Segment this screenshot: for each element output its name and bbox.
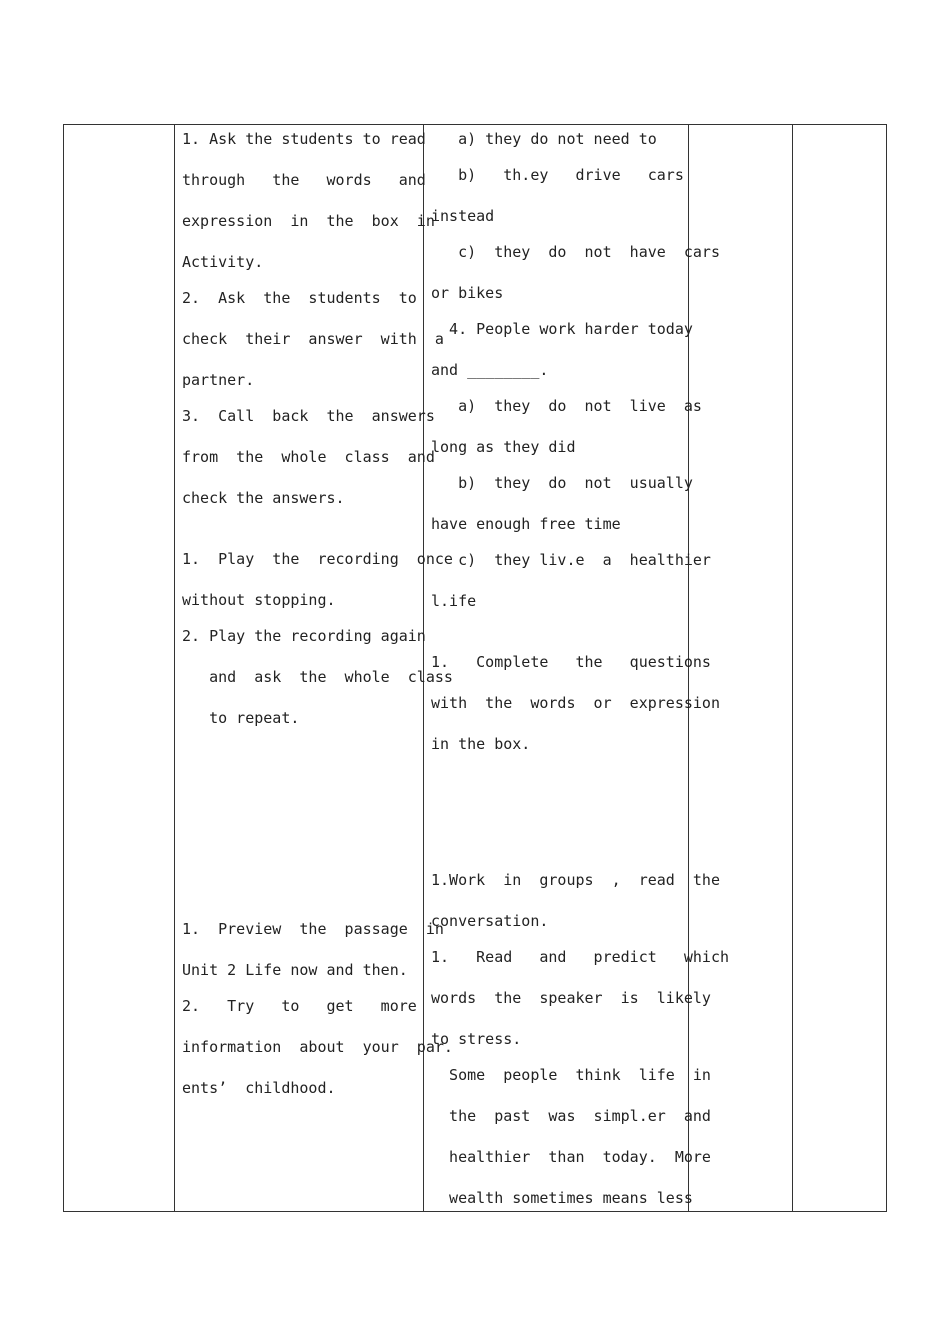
- student-line: long as they did: [431, 438, 576, 456]
- teacher-line: expression in the box in: [182, 212, 435, 230]
- teacher-line: without stopping.: [182, 591, 336, 609]
- stage-column: [64, 125, 174, 1211]
- teacher-line: Unit 2 Life now and then.: [182, 961, 408, 979]
- teacher-line: 1. Play the recording once: [182, 550, 453, 568]
- student-line: a) they do not live as: [431, 397, 702, 415]
- teacher-line: 3. Call back the answers: [182, 407, 435, 425]
- student-line: with the words or expression: [431, 694, 720, 712]
- student-line: l.ife: [431, 592, 477, 610]
- teacher-line: information about your par.: [182, 1038, 453, 1056]
- student-line: b) th.ey drive cars: [431, 166, 684, 184]
- student-line: 1. Read and predict which: [431, 948, 730, 966]
- student-line: wealth sometimes means less: [431, 1189, 693, 1207]
- teacher-line: partner.: [182, 371, 255, 389]
- teacher-line: from the whole class and: [182, 448, 435, 466]
- student-activity-column: [423, 125, 730, 1211]
- student-line: Some people think life in: [431, 1066, 711, 1084]
- teacher-line: ents’ childhood.: [182, 1079, 336, 1097]
- notes-column: [792, 125, 886, 1211]
- student-line: 4. People work harder today: [431, 320, 693, 338]
- teacher-line: 2. Play the recording again: [182, 627, 426, 645]
- purpose-column: [688, 125, 792, 1211]
- student-line: in the box.: [431, 735, 531, 753]
- student-line: 1. Complete the questions: [431, 653, 711, 671]
- student-line: healthier than today. More: [431, 1148, 711, 1166]
- student-line: and ________.: [431, 361, 549, 379]
- teacher-line: 2. Try to get more: [182, 997, 417, 1015]
- teacher-line: 1. Preview the passage in: [182, 920, 444, 938]
- teacher-line: Activity.: [182, 253, 264, 271]
- student-line: words the speaker is likely: [431, 989, 711, 1007]
- student-line: have enough free time: [431, 515, 621, 533]
- teacher-line: and ask the whole class: [182, 668, 453, 686]
- teacher-line: through the words and: [182, 171, 426, 189]
- student-line: c) they liv.e a healthier: [431, 551, 711, 569]
- student-line: conversation.: [431, 912, 549, 930]
- student-line: or bikes: [431, 284, 504, 302]
- student-line: a) they do not need to: [431, 130, 657, 148]
- student-line: the past was simpl.er and: [431, 1107, 711, 1125]
- student-line: instead: [431, 207, 495, 225]
- student-line: b) they do not usually: [431, 474, 693, 492]
- student-line: 1.Work in groups , read the: [431, 871, 720, 889]
- lesson-plan-table: [63, 124, 887, 1212]
- teacher-line: check their answer with a: [182, 330, 444, 348]
- teacher-line: 2. Ask the students to: [182, 289, 417, 307]
- student-line: c) they do not have cars: [431, 243, 720, 261]
- teacher-line: 1. Ask the students to read: [182, 130, 426, 148]
- teacher-activity-column: [174, 125, 453, 1211]
- teacher-line: to repeat.: [182, 709, 300, 727]
- teacher-line: check the answers.: [182, 489, 345, 507]
- student-line: to stress.: [431, 1030, 522, 1048]
